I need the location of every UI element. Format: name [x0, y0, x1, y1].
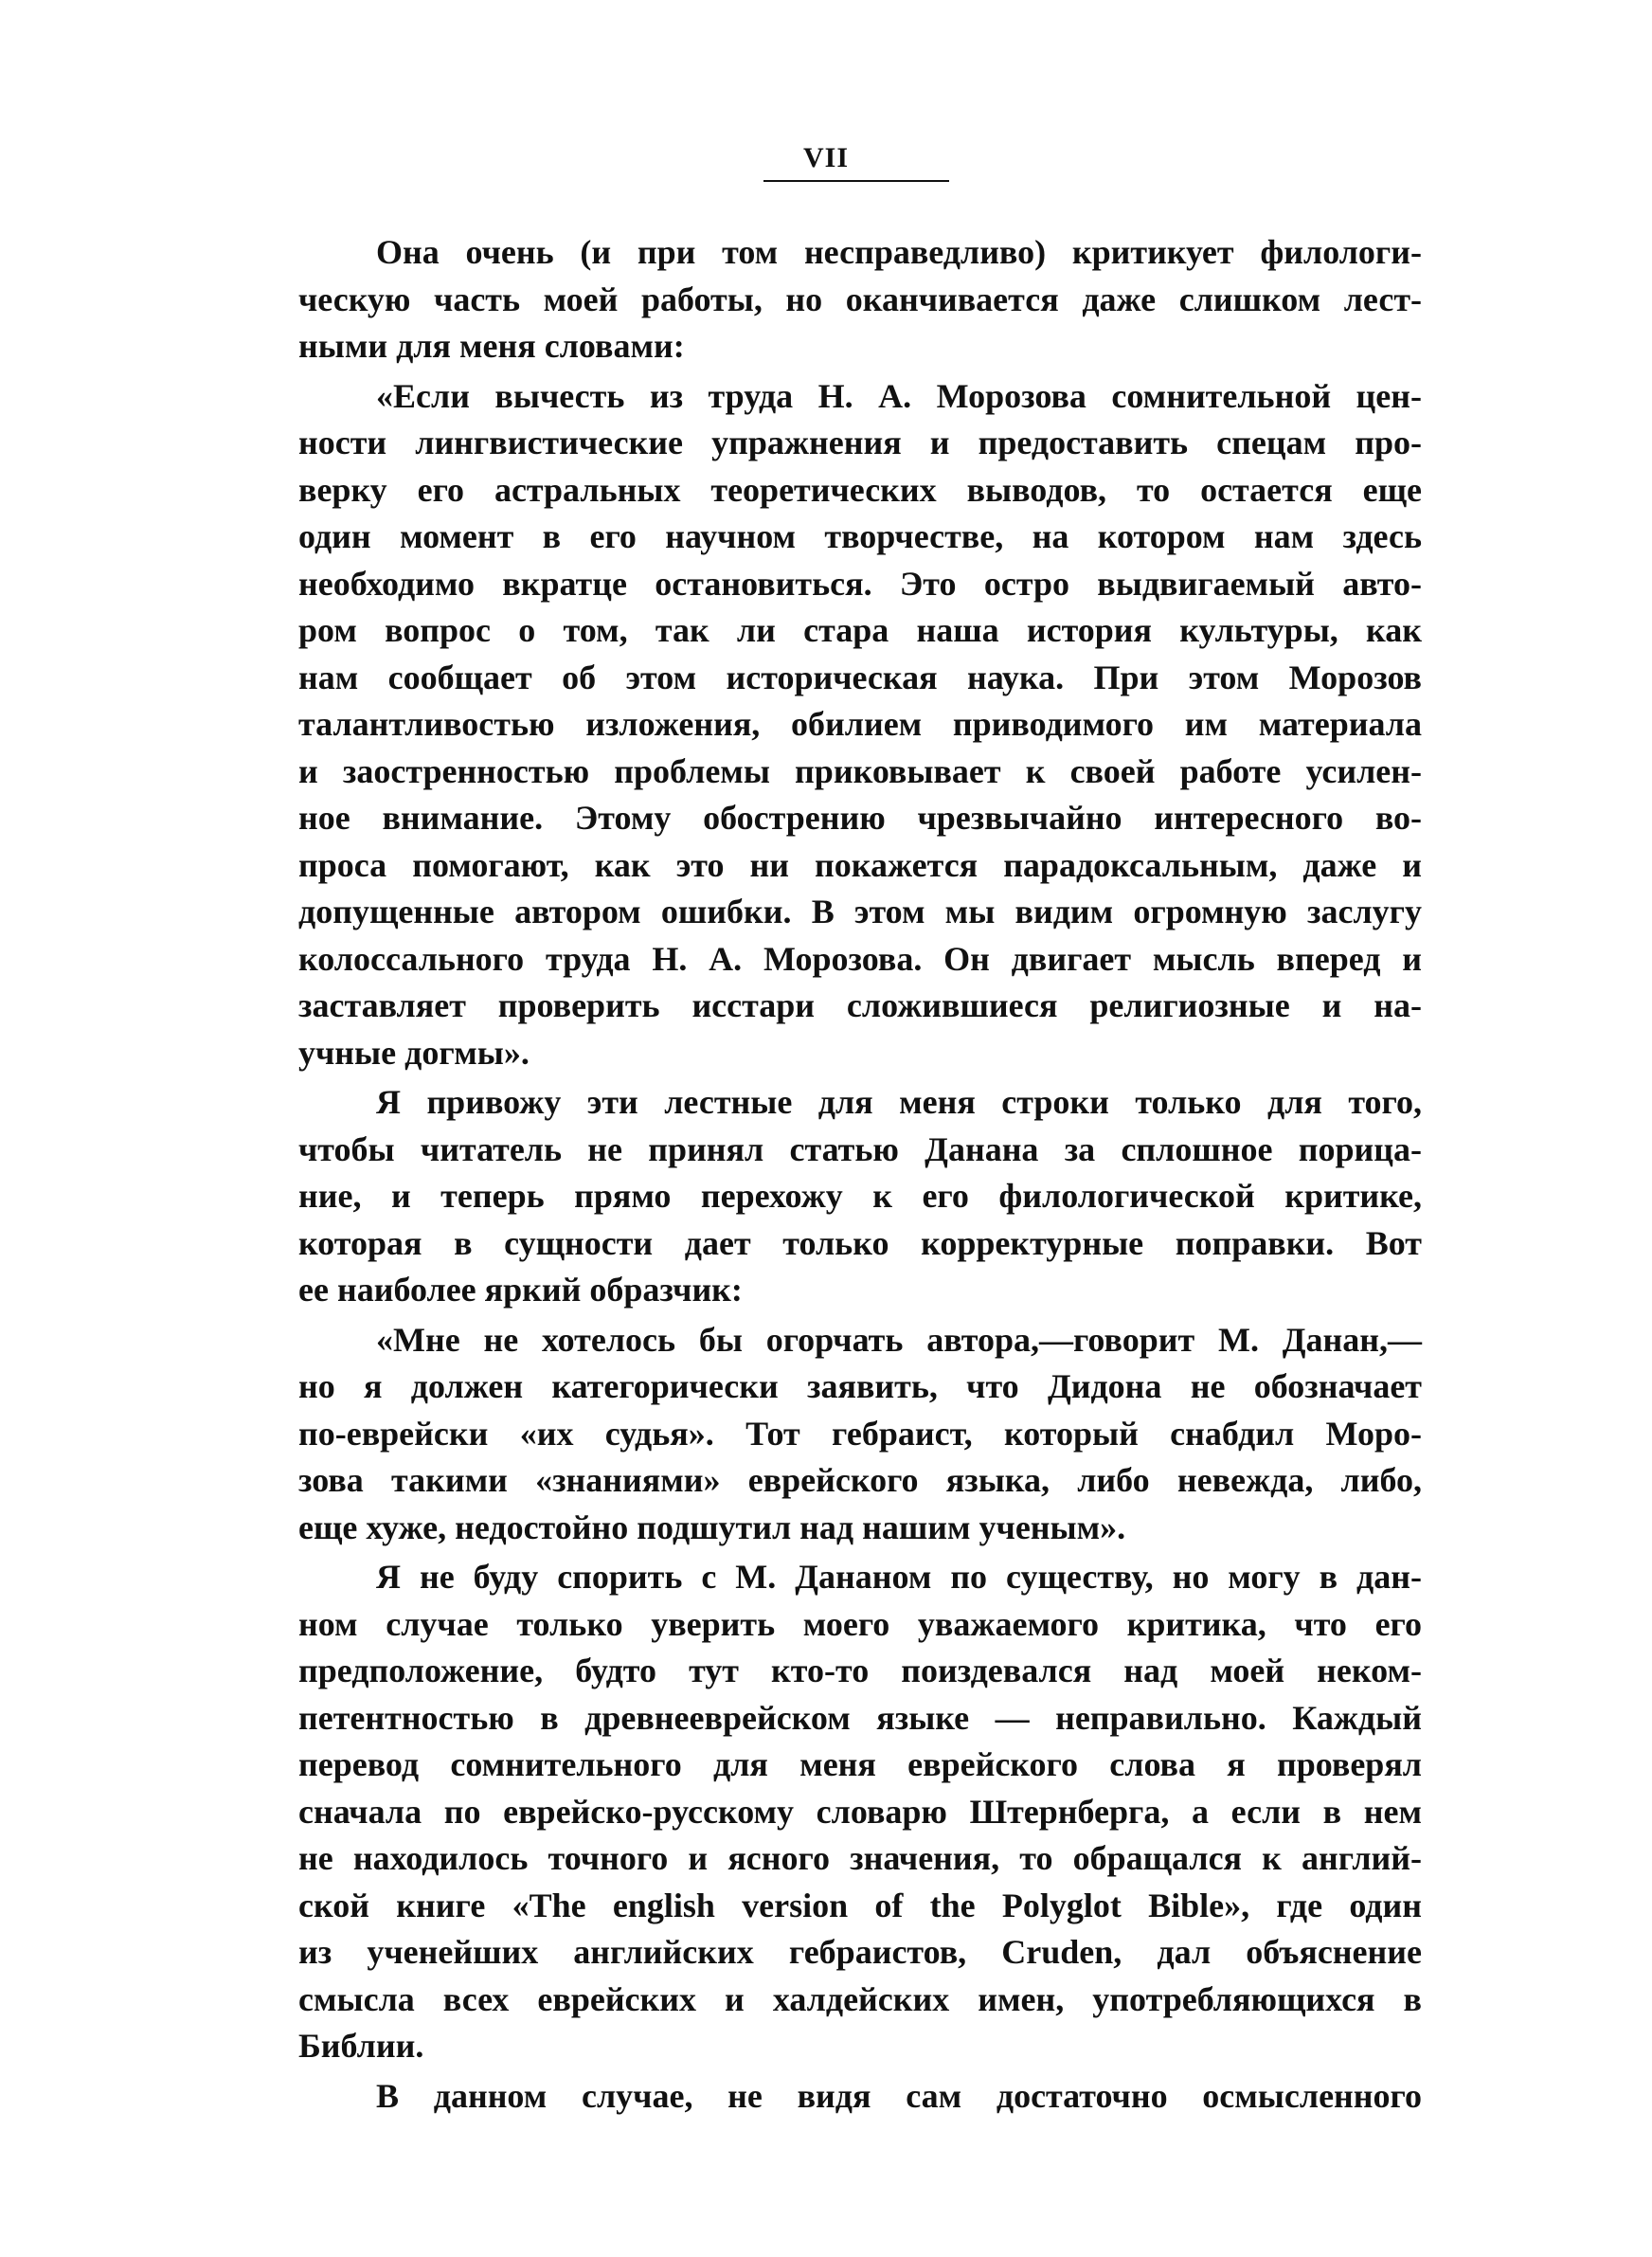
text-line: предположение, будто тут кто-то поиздевался над моей неком- — [298, 1652, 1422, 1689]
text-line: необходимо вкратце остановиться. Это остро выдвигаемый авто- — [298, 564, 1422, 603]
text-line: проса помогают, как это ни покажется парадоксальным, даже и — [298, 845, 1422, 884]
text-line: один момент в его научном творчестве, на котором нам здесь — [298, 517, 1422, 555]
text-line: зова такими «знаниями» еврейского языка, либо невежда, либо, — [298, 1461, 1422, 1499]
text-line: перевод сомнительного для меня еврейского слова я проверял — [298, 1745, 1422, 1783]
text-line: нам сообщает об этом историческая наука. При этом Морозов — [298, 658, 1422, 696]
text-line: талантливостью изложения, обилием приводимого им материала — [298, 705, 1422, 743]
text-line: Я привожу эти лестные для меня строки только для того, — [376, 1083, 1422, 1121]
text-line: В данном случае, не видя сам достаточно осмысленного — [376, 2076, 1422, 2115]
text-line: ческую часть моей работы, но оканчивается даже слишком лест- — [298, 280, 1422, 318]
text-line: учные догмы». — [298, 1033, 530, 1072]
text-line: еще хуже, недостойно подшутил над нашим ученым». — [298, 1508, 1126, 1546]
text-line: сначала по еврейско-русскому словарю Штернберга, а если в нем — [298, 1792, 1422, 1831]
text-line: ными для меня словами: — [298, 327, 685, 365]
header-rule — [763, 180, 949, 182]
text-line: верку его астральных теоретических выводов, то остается еще — [298, 470, 1422, 509]
text-line: и заостренностью проблемы приковывает к своей работе усилен- — [298, 751, 1422, 790]
paragraph — [298, 373, 1422, 1077]
paragraph — [298, 1554, 1422, 2070]
text-line: «Мне не хотелось бы огорчать автора,—говорит М. Данан,— — [376, 1320, 1422, 1359]
text-line: но я должен категорически заявить, что Дидона не обозначает — [298, 1367, 1422, 1405]
text-line: по-еврейски «их судья». Тот гебраист, который снабдил Моро- — [298, 1414, 1422, 1453]
paragraph — [298, 229, 1422, 370]
text-line: которая в сущности дает только корректурные поправки. Вот — [298, 1223, 1422, 1262]
text-line: ее наиболее яркий образчик: — [298, 1271, 743, 1309]
text-line: ской книге «The english version of the Polyglot Bible», где один — [298, 1886, 1422, 1924]
text-line: из ученейших английских гебраистов, Cruden, дал объяснение — [298, 1933, 1422, 1971]
text-line: ное внимание. Этому обострению чрезвычайно интересного во- — [298, 799, 1422, 837]
text-line: допущенные автором ошибки. В этом мы видим огромную заслугу — [298, 893, 1422, 930]
text-line: ном случае только уверить моего уважаемого критика, что его — [298, 1604, 1422, 1643]
text-line: колоссального труда Н. А. Морозова. Он двигает мысль вперед и — [298, 939, 1422, 978]
page-number: VII — [802, 142, 849, 173]
body-text — [298, 229, 1422, 2120]
text-line: «Если вычесть из труда Н. А. Морозова сомнительной цен- — [376, 376, 1422, 415]
text-line: Она очень (и при том несправедливо) критикует филологи- — [376, 233, 1422, 271]
text-line: петентностью в древнееврейском языке — неправильно. Каждый — [298, 1698, 1422, 1737]
text-line: Я не буду спорить с М. Дананом по существу, но могу в дан- — [376, 1558, 1422, 1596]
text-line: смысла всех еврейских и халдейских имен, употребляющихся в — [298, 1979, 1422, 2018]
text-line: ром вопрос о том, так ли стара наша история культуры, как — [298, 611, 1422, 649]
text-line: ние, и теперь прямо перехожу к его филологической критике, — [298, 1177, 1422, 1215]
text-line: ности лингвистические упражнения и предоставить спецам про- — [298, 424, 1422, 461]
text-line: не находилось точного и ясного значения, то обращался к англий- — [298, 1839, 1422, 1877]
paragraph — [298, 1317, 1422, 1552]
text-line: Библии. — [298, 2027, 424, 2065]
paragraph — [298, 2073, 1422, 2121]
text-line: заставляет проверить исстари сложившиеся религиозные и на- — [298, 986, 1422, 1024]
paragraph — [298, 1079, 1422, 1314]
text-line: чтобы читатель не принял статью Данана за сплошное порица- — [298, 1129, 1422, 1168]
